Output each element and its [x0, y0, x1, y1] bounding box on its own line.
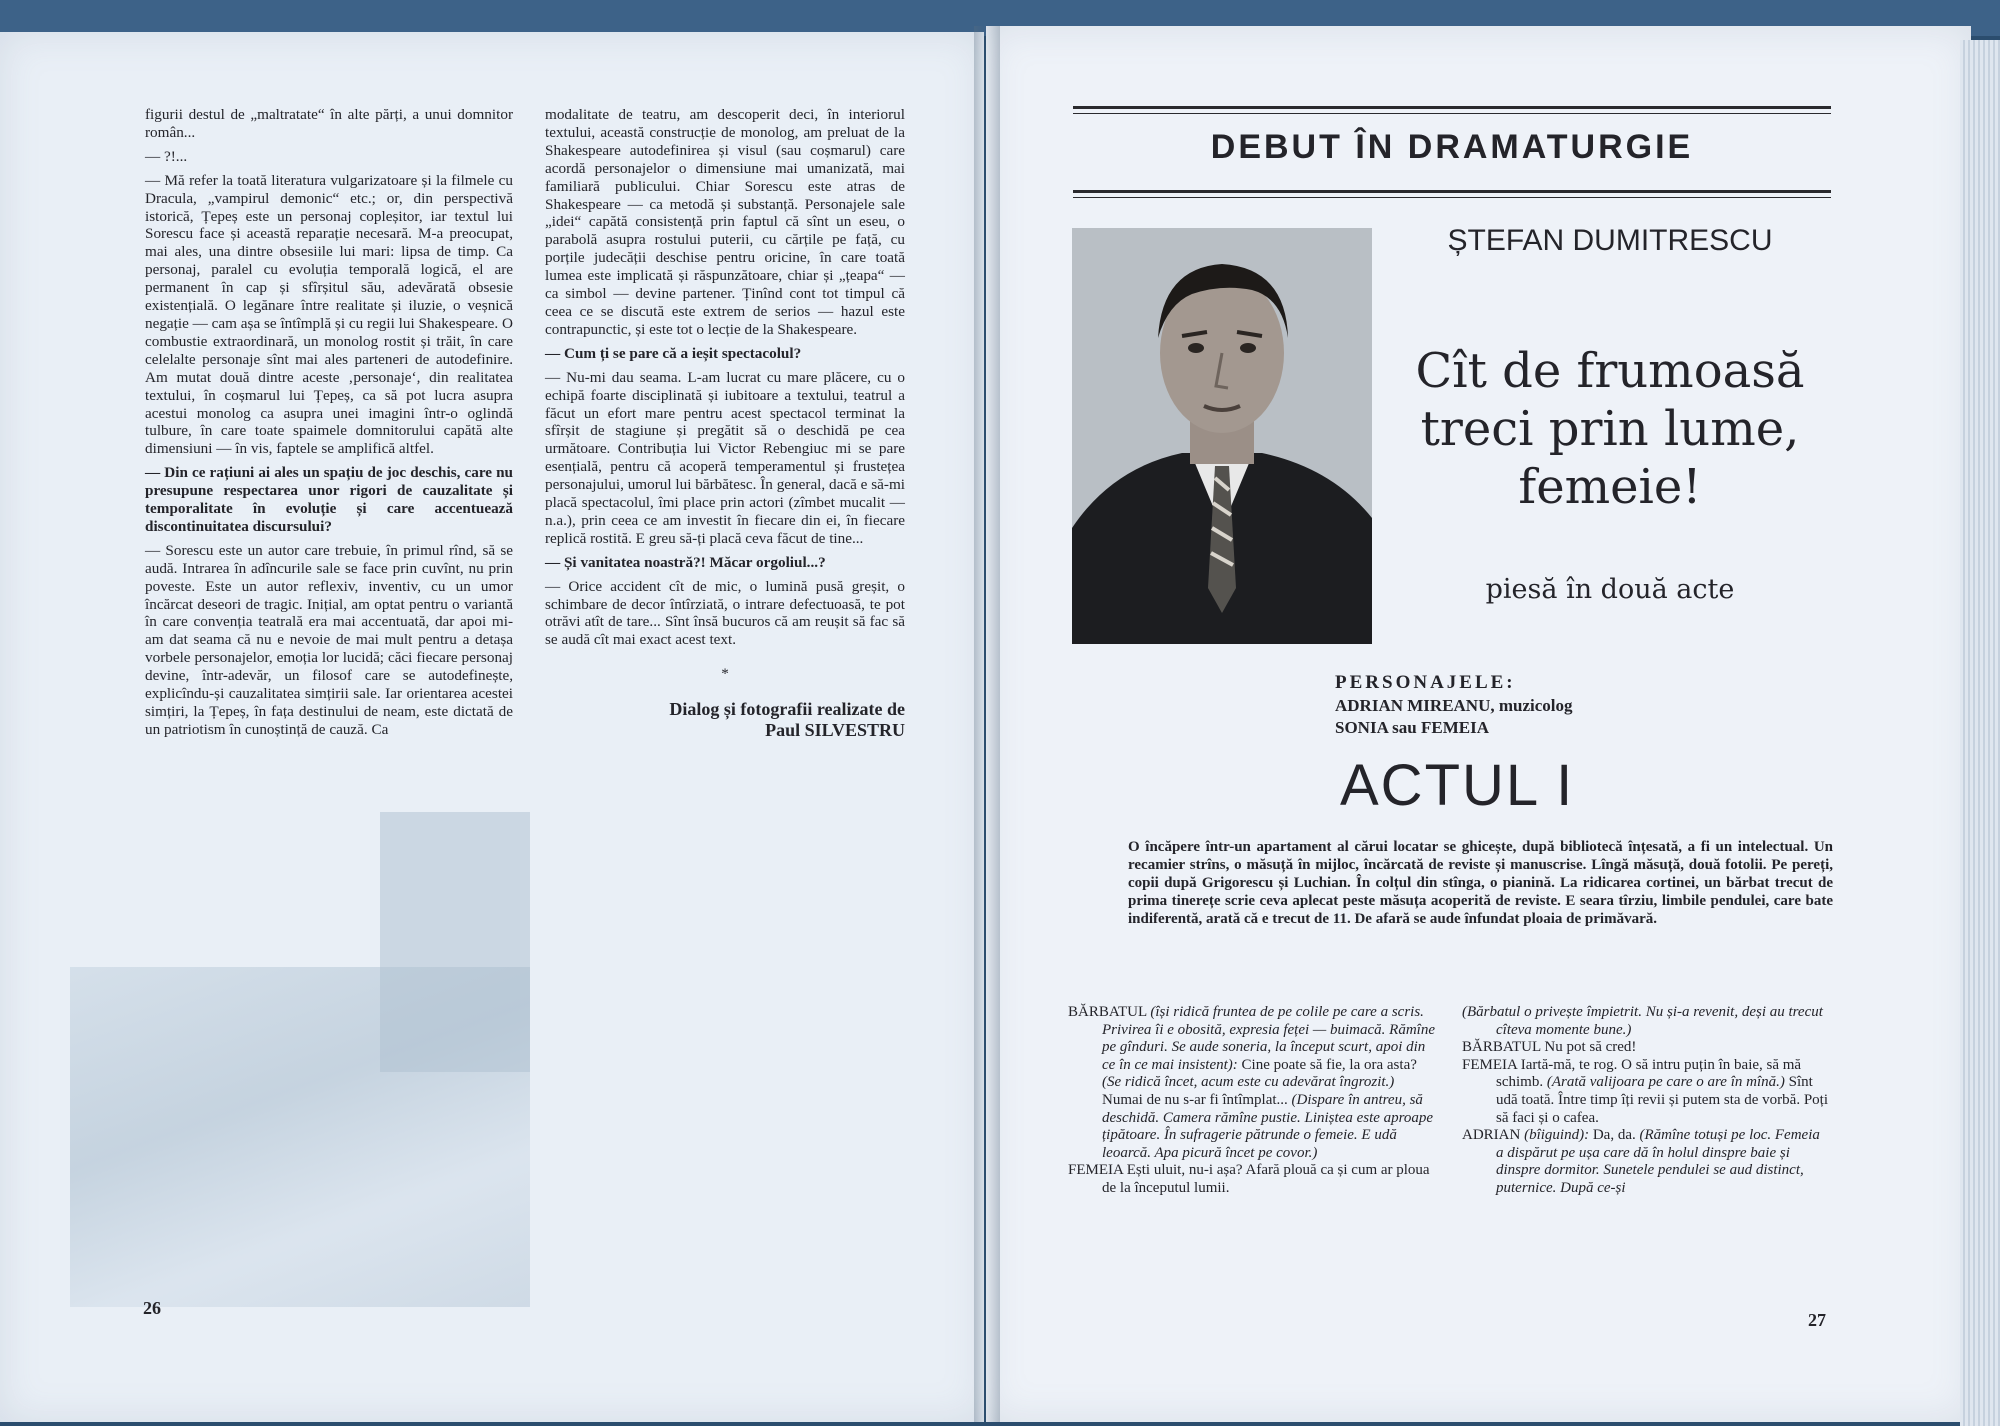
dialogue-column-left: [1068, 1004, 1438, 1198]
spoken-text: Numai de nu s-ar fi întîmplat...: [1102, 1091, 1292, 1108]
dialogue-line: [1462, 1127, 1830, 1197]
section-title: DEBUT ÎN DRAMATURGIE: [1210, 128, 1694, 166]
stage-note: (Rămîne totuși pe loc. Femeia a dispărut pe ușa care dă în holul dinspre baie și dinspre dormitor. Sunetele pendulei se aud distinct, puternice. După ce-și: [1496, 1127, 1820, 1196]
dialogue-line: [1068, 1004, 1438, 1162]
author-name: ȘTEFAN DUMITRESCU: [1447, 224, 1773, 257]
play-title: [1400, 342, 1820, 516]
spoken-text: Sînt udă toată. Între timp îți revii și putem sta de vorbă. Poți să faci și o cafea.: [1496, 1074, 1829, 1126]
cast-label: PERSONAJELE:: [1335, 672, 1516, 693]
title-rule-bottom-thin: [1073, 197, 1831, 198]
speaker-name: BĂRBATUL: [1462, 1039, 1541, 1056]
page-stack-edge: [1960, 40, 2000, 1426]
interview-paragraph: modalitate de teatru, am descoperit deci, în interiorul textului, această construcție de monolog, am preluat de la Shakespeare autodefinirea și visul (sau coșmarul) care acordă personajelor o dimensiune mai umanizată, mai familiară publicului. Chiar Sorescu este atras de Shakespeare — ca metodă și substanță. Personajele sale „idei“ capătă consistență prin faptul că sînt un eseu, o parabolă asupra rostului puterii, cu cărțile pe față, cu porțile judecății deschise pentru oricine, în care toată lumea este implicată și răspunzătoare, chiar și „țeapa“ — ca simbol — devine partener. Ținînd cont tot timpul că ceea ce se discută este extrem de serios — hazul este contrapunctic, și este tot o lecție de la Shakespeare.: [545, 106, 905, 338]
left-column-2: [545, 106, 905, 741]
stage-note: (își ridică fruntea de pe colile pe care a scris. Privirea îi e obosită, expresia feței — buimacă. Rămîne pe gînduri. Se aude soneria, la început scurt, apoi din ce în ce mai insistent):: [1102, 1004, 1435, 1073]
speaker-name: FEMEIA: [1068, 1162, 1124, 1179]
stage-note: (bîiguind):: [1524, 1127, 1590, 1144]
dialogue-line: [1462, 1039, 1830, 1057]
play-title-line-2: treci prin lume,: [1420, 401, 1800, 457]
faded-photo-bleedthrough-2: [380, 812, 530, 1072]
interview-question: — Și vanitatea noastră?! Măcar orgoliul...?: [545, 553, 826, 571]
speaker-name: BĂRBATUL: [1068, 1004, 1147, 1020]
credit-name: Paul SILVESTRU: [765, 720, 905, 741]
speaker-name: ADRIAN: [1462, 1127, 1521, 1144]
spoken-text: Cine poate să fie, la ora asta?: [1237, 1056, 1417, 1073]
left-page: [0, 32, 984, 1422]
stage-note: (Dispare în antreu, să deschidă. Camera rămîne pustie. Liniștea este aproape țipătoare. În sufragerie pătrunde o femeie. E udă leoarcă. Apa picură încet pe covor.): [1102, 1091, 1434, 1161]
interview-paragraph: — Sorescu este un autor care trebuie, în primul rînd, să se audă. Intrarea în adîncurile sale se face prin cuvînt, nu prin poveste. Este un autor reflexiv, inventiv, cu un umor încărcat deseori de tragic. Inițial, am optat pentru o variantă în care convenția teatrală era mai accentuată, dar apoi mi-am dat seama că nu e nevoie de mai mult pentru a detașa vorbele personajelor, emoția lor lucidă; căci fiecare personaj devine, într-adevăr, un filosof care se autodefinește, explicîndu-și cauzalitatea simțirii sale. Iar orientarea acestei simțiri, la Țepeș, în fața destinului de neam, este dictată de un patriotism în cunoștință de cauză. Ca: [145, 541, 513, 738]
interview-paragraph: figurii destul de „maltratate“ în alte părți, a unui domnitor român...: [145, 106, 513, 141]
play-subtitle: piesă în două acte: [1485, 574, 1735, 605]
stage-note: (Bărbatul o privește împietrit. Nu și-a revenit, deși au trecut cîteva momente bune.): [1462, 1004, 1823, 1038]
interview-paragraph: — ?!...: [145, 147, 188, 165]
left-column-1: [145, 106, 513, 745]
spoken-text: Da, da.: [1589, 1127, 1640, 1144]
title-rule-bottom: [1073, 190, 1831, 193]
page-number-left: 26: [143, 1298, 161, 1318]
spoken-text: Ești uluit, nu-i așa? Afară plouă ca și cum ar ploua de la începutul lumii.: [1102, 1162, 1430, 1196]
interview-question: — Din ce rațiuni ai ales un spațiu de joc deschis, care nu presupune respectarea unor rigori de cauzalitate și temporalitate în evoluție și care accentuează discontinuitatea discursului?: [145, 464, 513, 535]
cast-member: SONIA sau FEMEIA: [1335, 718, 1489, 737]
photo-credit: [545, 699, 905, 741]
dialogue-column-right: [1462, 1004, 1830, 1198]
stage-direction: O încăpere într-un apartament al cărui locatar se ghicește, după bibliotecă înțesată, a fi un intelectual. Un recamier strîns, o măsuță în mijloc, încărcată de reviste și manuscrise. Lîngă măsuță, două fotolii. Pe pereți, copii după Grigorescu și Luchian. În colțul din stînga, o pianină. La ridicarea cortinei, un bărbat trecut de prima tinerețe scrie ceva aplecat peste măsuța acoperită de reviste. E seara tîrziu, limbile pendulei, care bate indiferentă, arată că e trecut de 11. De afară se aude înfundat ploaia de primăvară.: [1128, 839, 1833, 927]
act-title: ACTUL I: [1340, 753, 1575, 818]
dialogue-line: [1068, 1162, 1438, 1197]
title-rule-top: [1073, 106, 1831, 109]
interview-paragraph: — Orice accident cît de mic, o lumină pusă greșit, o schimbare de decor întîrziată, o intrare defectuoasă, te pot otrăvi atît de tare... Sînt însă bucuros că am reușit să fac să se audă cît mai exact acest text.: [545, 577, 905, 649]
interview-paragraph: — Mă refer la toată literatura vulgarizatoare și la filmele cu Dracula, „vampirul demonic“ etc.; or, din perspectivă istorică, Țepeș este un personaj copleșitor, iar textul lui Sorescu face și această reparație necesară. M-a preocupat, mai ales, una dintre obsesiile lui mari: lipsa de timp. Ca personaj, paralel cu evoluția temporală logică, el are permanent în cap și sfîrșitul său, adevărată obsesie existențială. O legănare între realitate și iluzie, o veșnică negație — cam așa se întîmplă și cu regii lui Shakespeare. O combustie extraordinară, un monolog rostit și trăit, în care celelalte personaje sînt mai ales parteneri de autodefinire. Am mutat două dintre aceste ‚personaje‘, din realitatea textului, în coșmarul lui Țepeș, ca să pot lucra asupra acestui monolog ca asupra unei imagini într-o oglindă tulbure, în care toate spaimele domnitorului capătă alte dimensiuni — în vis, faptele se amplifică altfel.: [145, 171, 513, 458]
dialogue-line: [1462, 1057, 1830, 1127]
credit-line: Dialog și fotografii realizate de: [669, 699, 905, 720]
title-rule-top-thin: [1073, 113, 1831, 114]
play-title-line-1: Cît de frumoasă: [1415, 343, 1805, 399]
separator: *: [721, 665, 729, 683]
gutter: [974, 26, 1000, 1422]
page-number-right: 27: [1808, 1310, 1826, 1330]
stage-note: (Arată valijoara pe care o are în mînă.): [1546, 1074, 1785, 1091]
interview-question: — Cum ți se pare că a ieșit spectacolul?: [545, 344, 802, 362]
interview-paragraph: — Nu-mi dau seama. L-am lucrat cu mare plăcere, cu o echipă foarte disciplinată și iubitoare a textului, teatrul a făcut un efort mare pentru acest spectacol terminat la sfîrșit de stagiune și pregătit să o deschidă pe cea următoare. Contribuția lui Victor Rebengiuc mi se pare esențială, pentru că acoperă temperamentul și frustețea personajului, umorul lui bărbătesc. În general, dacă e să-mi placă spectacolul, îmi place prin actori (zîmbet mucalit — n.a.), prin ceea ce am investit în fiecare din ei, în fiecare replică rostită. E greu să-ți placă ceva făcut de tine...: [545, 368, 905, 547]
speaker-name: FEMEIA: [1462, 1056, 1518, 1073]
spoken-text: Nu pot să cred!: [1544, 1039, 1637, 1056]
play-title-line-3: femeie!: [1518, 459, 1702, 515]
spoken-text: Iartă-mă, te rog. O să intru puțin în baie, să mă schimb.: [1496, 1056, 1802, 1091]
cast-member: ADRIAN MIREANU, muzicolog: [1335, 696, 1573, 715]
author-portrait: [1072, 228, 1372, 644]
dialogue-line: [1462, 1004, 1830, 1039]
stage-note: (Se ridică încet, acum este cu adevărat îngrozit.): [1102, 1074, 1395, 1091]
